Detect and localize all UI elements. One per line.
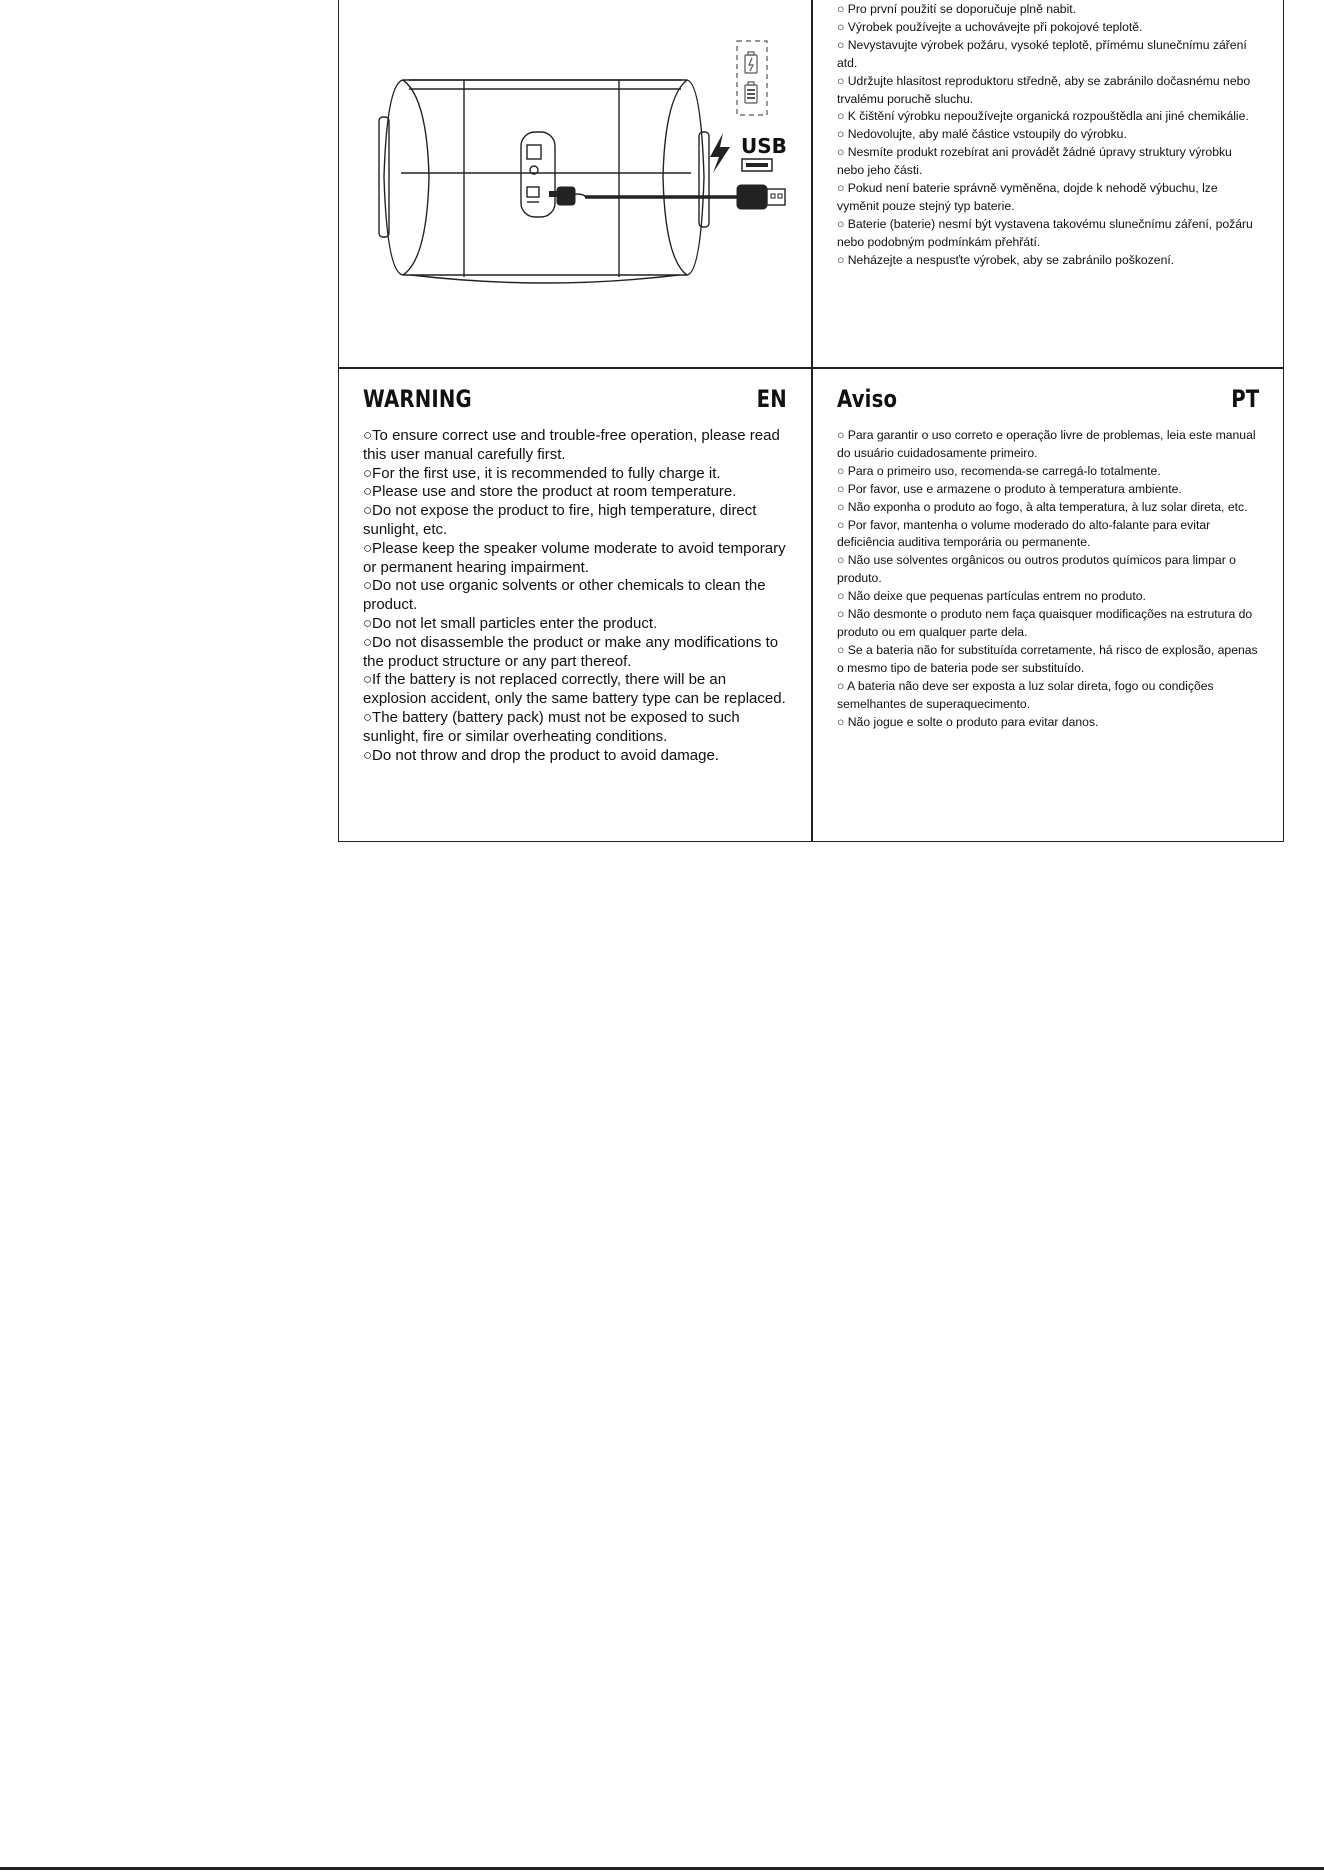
list-item: ○For the first use, it is recommended to fully charge it. [363,464,721,482]
page-bottom-border [0,1867,1324,1870]
usb-label: USB [741,134,787,158]
list-item: ○Do not disassemble the product or make any modifications to the product structure or any part thereof. [363,633,779,670]
czech-warning-list [837,1,1259,270]
portuguese-warnings-panel [813,369,1283,841]
list-item: ○ Pro první použití se doporučuje plně nabit. [837,2,1077,16]
list-item: ○If the battery is not replaced correctly, there will be an explosion accident, only the same battery type can be replaced. [363,671,786,708]
list-item: ○To ensure correct use and trouble-free operation, please read this user manual carefully first. [363,427,780,463]
list-item: ○ Para garantir o uso correto e operação livre de problemas, leia este manual do usuário cuidadosamente primeiro. [837,428,1256,460]
speaker-charging-illustration [339,0,811,367]
english-warning-list [363,427,787,765]
list-item: ○Do not let small particles enter the product. [363,614,658,632]
list-item: ○ Nesmíte produkt rozebírat ani provádět žádné úpravy struktury výrobku nebo jeho části. [837,145,1232,178]
czech-warnings-panel [813,0,1283,367]
list-item: ○Do not expose the product to fire, high temperature, direct sunlight, etc. [363,502,757,538]
english-warnings-panel [339,369,811,841]
list-item: ○ Não deixe que pequenas partículas entrem no produto. [837,589,1146,604]
list-item: ○ A bateria não deve ser exposta a luz solar direta, fogo ou condições semelhantes de superaquecimento. [837,678,1214,711]
list-item: ○ K čištění výrobku nepoužívejte organická rozpouštědla ani jiné chemikálie. [837,109,1249,124]
portuguese-warning-list [837,427,1259,731]
list-item: ○ Não use solventes orgânicos ou outros produtos químicos para limpar o produto. [837,553,1236,586]
list-item: ○Please keep the speaker volume moderate to avoid temporary or permanent hearing impairment. [363,539,786,576]
list-item: ○ Výrobek používejte a uchovávejte při pokojové teplotě. [837,19,1143,34]
list-item: ○ Não jogue e solte o produto para evitar danos. [837,714,1099,729]
section-header [837,385,1259,413]
list-item: ○ Udržujte hlasitost reproduktoru středně, aby se zabránilo dočasnému nebo trvalému poruchě sluchu. [837,73,1251,106]
section-title: Aviso [837,385,898,413]
language-code: PT [1230,385,1259,413]
list-item: ○ Não exponha o produto ao fogo, à alta temperatura, à luz solar direta, etc. [837,499,1248,514]
list-item: ○ Se a bateria não for substituída corretamente, há risco de explosão, apenas o mesmo tipo de bateria pode ser substituído. [837,642,1258,675]
list-item: ○ Pokud není baterie správně vyměněna, dojde k nehodě výbuchu, lze vyměnit pouze stejný typ baterie. [837,181,1218,213]
list-item: ○ Neházejte a nespusťte výrobek, aby se zabránilo poškození. [837,252,1175,267]
list-item: ○Do not use organic solvents or other chemicals to clean the product. [363,577,766,614]
section-title: WARNING [363,385,472,413]
charging-illustration-panel [339,0,811,367]
list-item: ○The battery (battery pack) must not be exposed to such sunlight, fire or similar overheating conditions. [363,708,740,745]
list-item: ○Do not throw and drop the product to avoid damage. [363,746,719,764]
list-item: ○ Por favor, use e armazene o produto à temperatura ambiente. [837,481,1182,496]
list-item: ○ Para o primeiro uso, recomenda-se carregá-lo totalmente. [837,463,1161,478]
language-code: EN [756,385,787,413]
list-item: ○ Nedovolujte, aby malé částice vstoupily do výrobku. [837,127,1127,142]
manual-page-grid [338,0,1284,842]
list-item: ○ Por favor, mantenha o volume moderado do alto-falante para evitar deficiência auditiva temporária ou permanente. [837,517,1211,550]
list-item: ○ Nevystavujte výrobek požáru, vysoké teplotě, přímému slunečnímu záření atd. [837,37,1247,70]
list-item: ○ Não desmonte o produto nem faça quaisquer modificações na estrutura do produto ou em qualquer parte dela. [837,607,1253,639]
list-item: ○Please use and store the product at room temperature. [363,483,737,501]
list-item: ○ Baterie (baterie) nesmí být vystavena takovému slunečnímu záření, požáru nebo podobným podmínkám přehřátí. [837,216,1253,249]
section-header [363,385,787,413]
